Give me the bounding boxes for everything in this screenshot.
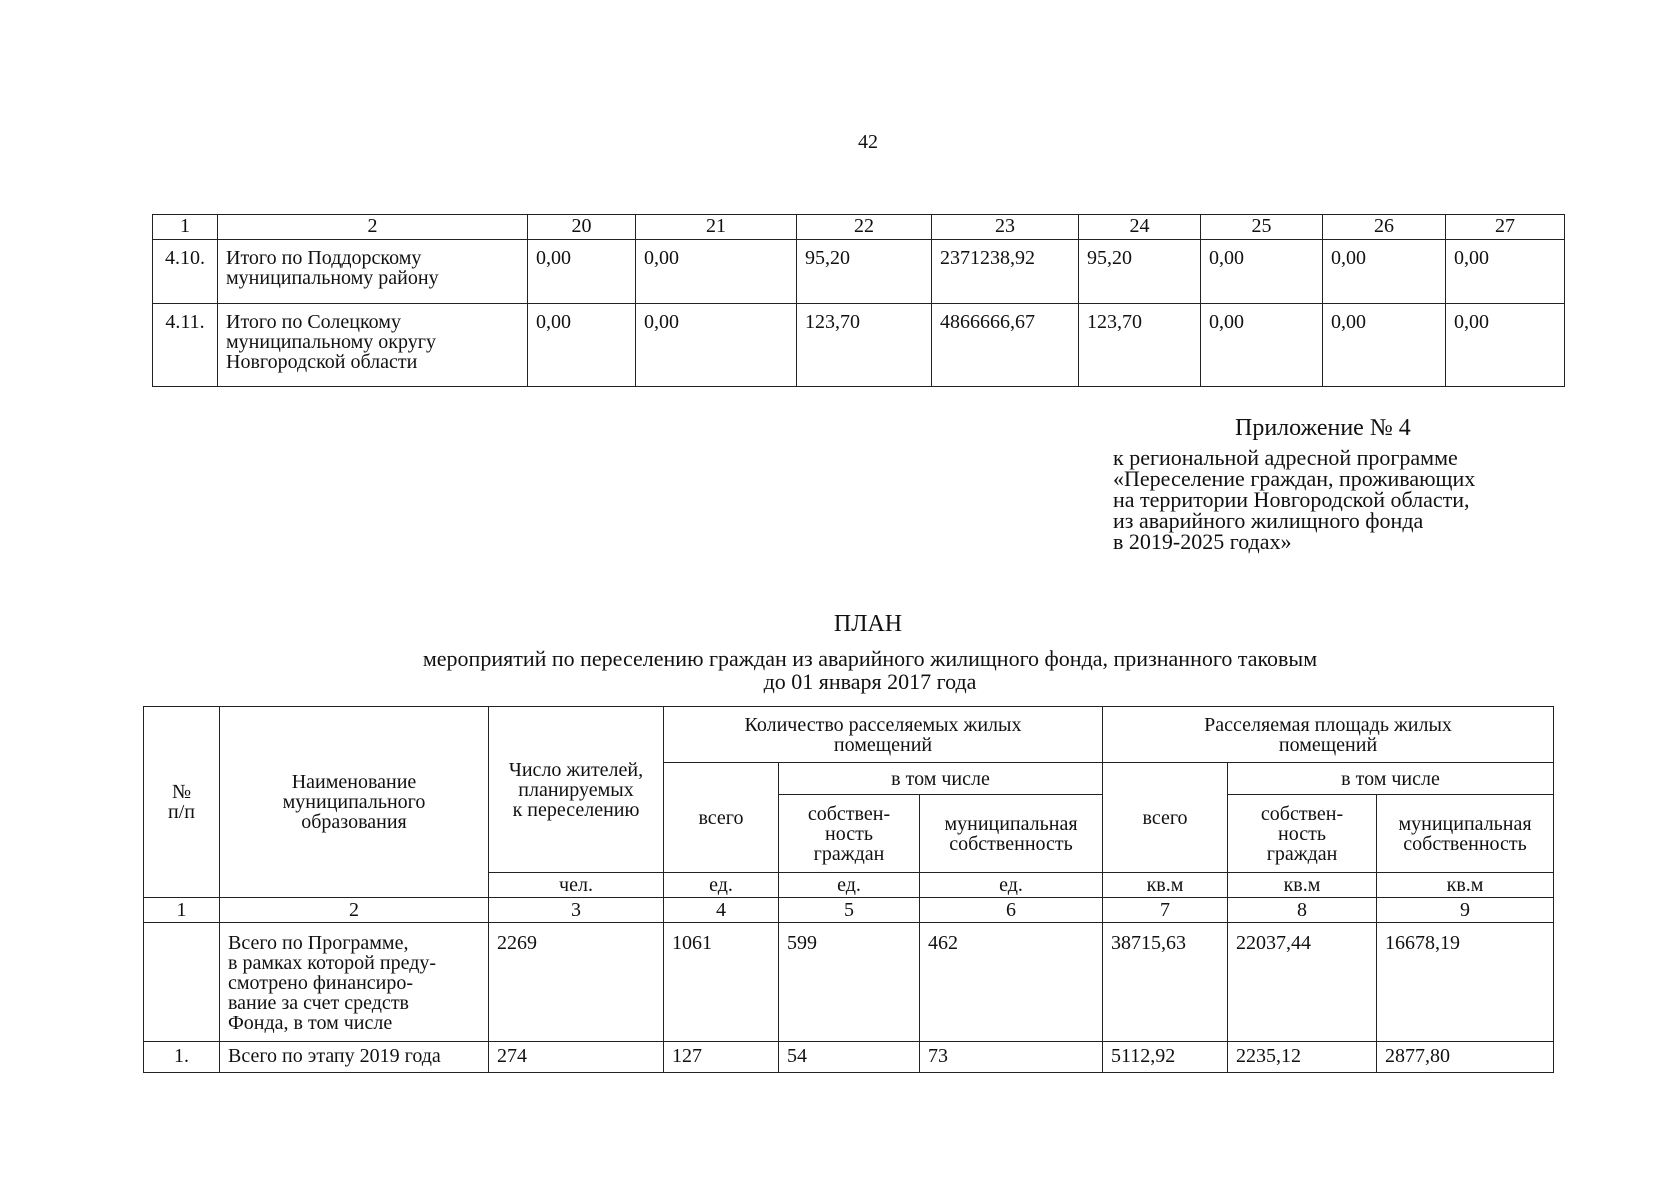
top-header-cell: 1	[153, 215, 218, 240]
plan-subtitle	[320, 647, 1420, 693]
value-cell: 599	[779, 923, 920, 1042]
top-header-cell: 24	[1079, 215, 1201, 240]
table-row	[153, 240, 1565, 304]
top-table-header-row	[153, 215, 1565, 240]
column-number: 2	[220, 898, 489, 923]
header-private-line: собствен-	[807, 802, 891, 825]
value-cell: 123,70	[1079, 304, 1201, 387]
header-area-line: помещений	[1278, 733, 1378, 756]
top-table	[152, 214, 1565, 387]
appendix-line: в 2019-2025 годах»	[1113, 529, 1292, 554]
value-cell: 95,20	[797, 240, 932, 304]
value-cell: 0,00	[636, 304, 797, 387]
value-cell: 16678,19	[1377, 923, 1554, 1042]
header-private-line: ность	[1278, 822, 1326, 845]
value-cell: 0,00	[636, 240, 797, 304]
row-name	[218, 240, 528, 304]
row-name-line: в рамках которой преду-	[228, 952, 437, 974]
header-area-group	[1103, 707, 1554, 763]
column-number: 9	[1377, 898, 1554, 923]
row-name-line: Всего по этапу 2019 года	[228, 1045, 441, 1067]
value-cell: 2877,80	[1377, 1042, 1554, 1073]
top-header-cell: 21	[636, 215, 797, 240]
header-name-line: Наименование	[291, 771, 417, 793]
header-municipal-line: муниципальная	[1398, 812, 1532, 835]
top-header-cell: 20	[528, 215, 636, 240]
value-cell: 2371238,92	[932, 240, 1079, 304]
header-private-line: граждан	[813, 842, 885, 865]
column-number: 7	[1103, 898, 1228, 923]
table-row	[153, 304, 1565, 387]
row-name-line: вание за счет средств	[228, 992, 409, 1014]
column-numbers-row	[144, 898, 1554, 923]
value-cell: 4866666,67	[932, 304, 1079, 387]
header-num	[144, 707, 220, 898]
appendix-line: «Переселение граждан, проживающих	[1113, 466, 1476, 491]
header-residents-line: к переселению	[512, 798, 640, 821]
row-name	[220, 1042, 489, 1073]
top-header-cell: 27	[1446, 215, 1565, 240]
header-name-line: муниципального	[282, 791, 426, 813]
row-name-line: муниципальному району	[226, 267, 439, 289]
plan-table	[143, 706, 1554, 1073]
plan-subtitle-line: до 01 января 2017 года	[763, 669, 977, 694]
unit-cell: ед.	[664, 873, 779, 898]
header-qty-group	[664, 707, 1103, 763]
value-cell: 0,00	[1446, 240, 1565, 304]
value-cell: 0,00	[528, 304, 636, 387]
value-cell: 0,00	[1323, 240, 1446, 304]
top-header-cell: 26	[1323, 215, 1446, 240]
header-name-line: образования	[301, 811, 407, 833]
page-number: 42	[858, 131, 878, 153]
header-residents-line: Число жителей,	[508, 758, 644, 781]
header-private-line: собствен-	[1260, 802, 1344, 825]
header-residents	[489, 707, 664, 873]
top-header-cell: 2	[218, 215, 528, 240]
column-number: 1	[144, 898, 220, 923]
value-cell: 95,20	[1079, 240, 1201, 304]
table-row	[144, 1042, 1554, 1073]
unit-cell: кв.м	[1377, 873, 1554, 898]
row-number: 4.11.	[153, 304, 218, 387]
value-cell: 462	[920, 923, 1103, 1042]
row-name-line: Всего по Программе,	[228, 932, 409, 954]
header-qty-line: Количество расселяемых жилых	[744, 713, 1022, 736]
header-num-line: №	[171, 781, 192, 803]
header-area-line: Расселяемая площадь жилых	[1204, 713, 1452, 736]
value-cell: 123,70	[797, 304, 932, 387]
unit-cell: ед.	[779, 873, 920, 898]
header-area-total: всего	[1103, 763, 1228, 873]
top-header-cell: 25	[1201, 215, 1323, 240]
column-number: 3	[489, 898, 664, 923]
value-cell: 0,00	[1323, 304, 1446, 387]
value-cell: 0,00	[528, 240, 636, 304]
top-header-cell: 23	[932, 215, 1079, 240]
header-private-line: граждан	[1266, 842, 1338, 865]
row-name	[220, 923, 489, 1042]
unit-cell: чел.	[489, 873, 664, 898]
column-number: 6	[920, 898, 1103, 923]
row-number: 4.10.	[153, 240, 218, 304]
value-cell: 73	[920, 1042, 1103, 1073]
row-name-line: муниципальному округу	[226, 331, 436, 353]
appendix-title: Приложение № 4	[1235, 415, 1411, 441]
header-municipal-line: собственность	[949, 832, 1073, 855]
header-residents-line: планируемых	[518, 778, 634, 801]
header-municipal-line: муниципальная	[944, 812, 1078, 835]
appendix-block	[1113, 415, 1475, 552]
value-cell: 0,00	[1201, 304, 1323, 387]
header-qty-including: в том числе	[779, 763, 1103, 795]
row-name	[218, 304, 528, 387]
column-number: 8	[1228, 898, 1377, 923]
value-cell: 2269	[489, 923, 664, 1042]
plan-title: ПЛАН	[833, 611, 903, 637]
row-name-line: Итого по Поддорскому	[226, 247, 422, 269]
row-number: 1.	[144, 1042, 220, 1073]
header-private-line: ность	[825, 822, 873, 845]
value-cell: 127	[664, 1042, 779, 1073]
column-number: 5	[779, 898, 920, 923]
value-cell: 54	[779, 1042, 920, 1073]
appendix-line: на территории Новгородской области,	[1113, 487, 1470, 512]
value-cell: 1061	[664, 923, 779, 1042]
header-num-line: п/п	[168, 801, 195, 823]
value-cell: 22037,44	[1228, 923, 1377, 1042]
header-name	[220, 707, 489, 898]
value-cell: 0,00	[1201, 240, 1323, 304]
value-cell: 2235,12	[1228, 1042, 1377, 1073]
value-cell: 5112,92	[1103, 1042, 1228, 1073]
header-municipal-line: собственность	[1403, 832, 1527, 855]
header-area-municipal	[1377, 795, 1554, 873]
top-header-cell: 22	[797, 215, 932, 240]
table-row	[144, 923, 1554, 1042]
row-name-line: смотрено финансиро-	[228, 972, 414, 994]
unit-cell: кв.м	[1103, 873, 1228, 898]
header-qty-total: всего	[664, 763, 779, 873]
plan-subtitle-line: мероприятий по переселению граждан из аварийного жилищного фонда, признанного таковым	[422, 646, 1318, 671]
row-name-line: Итого по Солецкому	[226, 311, 401, 333]
value-cell: 0,00	[1446, 304, 1565, 387]
header-qty-private	[779, 795, 920, 873]
value-cell: 274	[489, 1042, 664, 1073]
appendix-line: из аварийного жилищного фонда	[1113, 508, 1424, 533]
header-area-including: в том числе	[1228, 763, 1554, 795]
unit-cell: ед.	[920, 873, 1103, 898]
header-qty-municipal	[920, 795, 1103, 873]
row-name-line: Фонда, в том числе	[228, 1012, 393, 1034]
value-cell: 38715,63	[1103, 923, 1228, 1042]
row-name-line: Новгородской области	[226, 351, 418, 373]
column-number: 4	[664, 898, 779, 923]
header-area-private	[1228, 795, 1377, 873]
header-qty-line: помещений	[833, 733, 933, 756]
appendix-line: к региональной адресной программе	[1113, 445, 1458, 470]
appendix-body	[1113, 447, 1475, 552]
row-number	[144, 923, 220, 1042]
unit-cell: кв.м	[1228, 873, 1377, 898]
